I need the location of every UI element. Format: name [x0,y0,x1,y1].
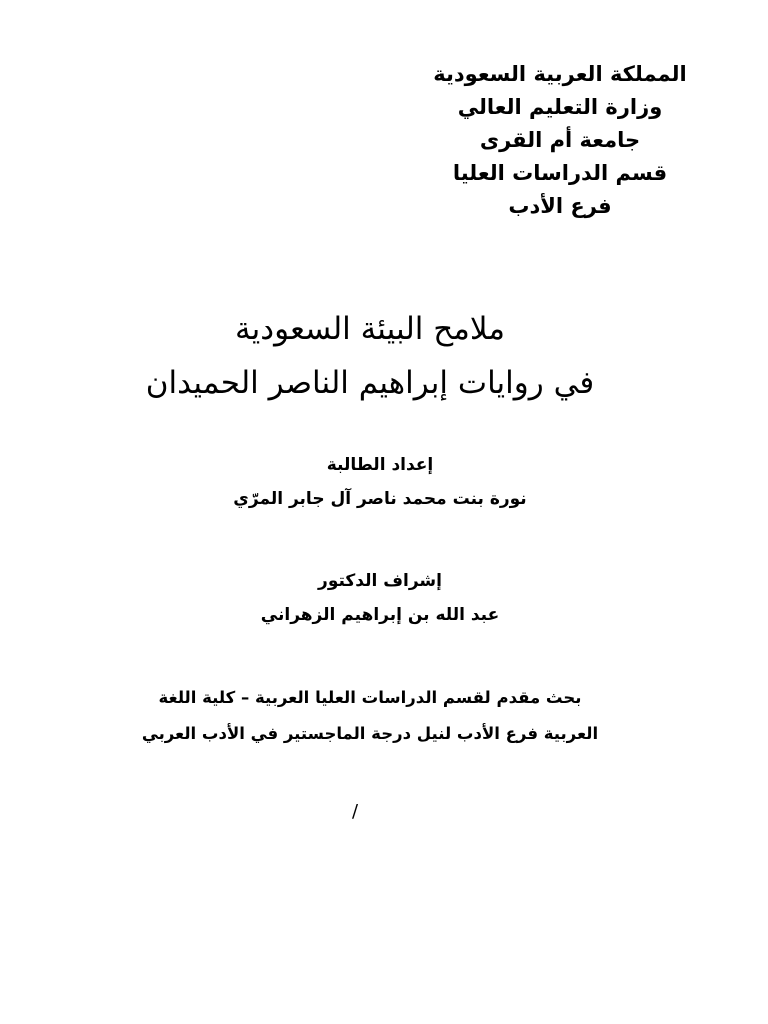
research-line-1: بحث مقدم لقسم الدراسات العليا العربية – كلية اللغة [158,688,582,707]
kingdom-line: المملكة العربية السعودية [433,62,687,86]
prepared-by-section [160,450,600,518]
research-statement [100,680,640,752]
date-placeholder: / [351,801,359,822]
ministry-line: وزارة التعليم العالي [457,95,663,119]
institution-header [420,58,700,223]
title-line-1: ملامح البيئة السعودية [235,311,505,347]
department-line: قسم الدراسات العليا [452,161,668,185]
branch-line: فرع الأدب [508,194,612,218]
supervisor-name: عبد الله بن إبراهيم الزهراني [260,605,500,625]
research-line-2: العربية فرع الأدب لنيل درجة الماجستير في الأدب العربي [141,724,599,743]
supervisor-section [160,566,600,634]
supervisor-label: إشراف الدكتور [318,571,442,591]
university-line: جامعة أم القرى [479,128,641,152]
title-line-2: في روايات إبراهيم الناصر الحميدان [145,365,595,401]
prepared-by-label: إعداد الطالبة [326,455,434,475]
thesis-title [60,302,680,410]
student-name: نورة بنت محمد ناصر آل جابر المرّي [233,489,527,509]
